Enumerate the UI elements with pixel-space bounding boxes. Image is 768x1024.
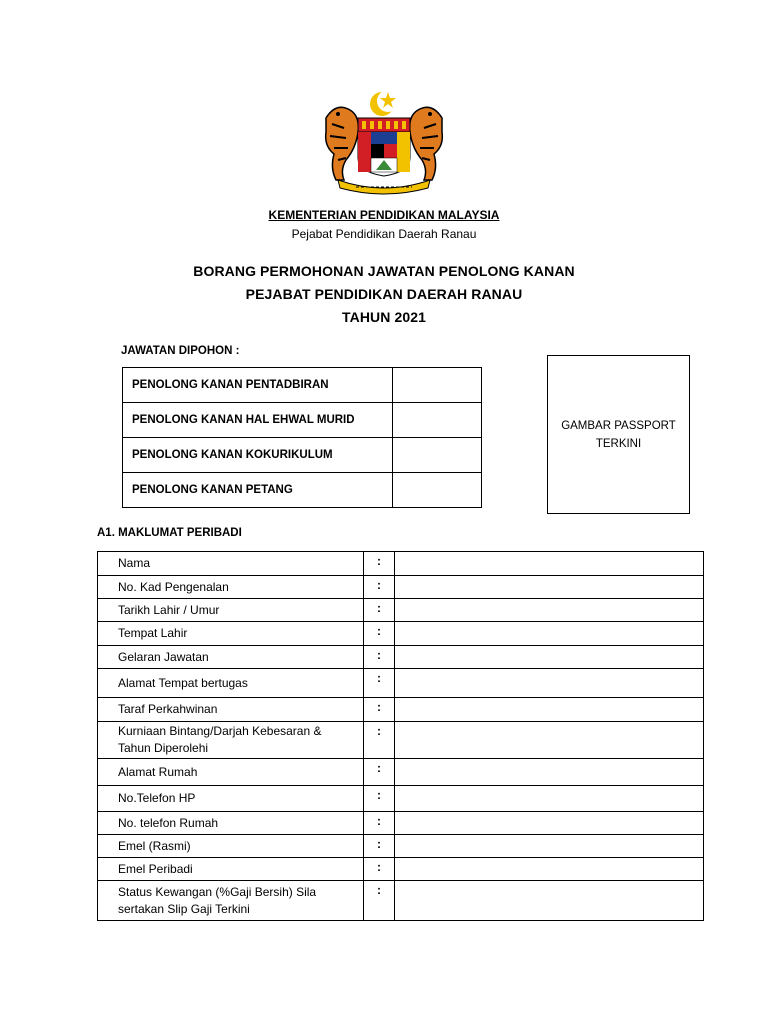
field-value[interactable]: [395, 835, 704, 858]
field-label: Emel (Rasmi): [98, 835, 364, 858]
position-checkbox[interactable]: [393, 438, 482, 473]
field-label: No.Telefon HP: [98, 786, 364, 812]
position-row: [123, 403, 482, 438]
field-separator: :: [364, 786, 395, 812]
field-value[interactable]: [395, 786, 704, 812]
field-separator: :: [364, 812, 395, 835]
field-value[interactable]: [395, 698, 704, 722]
field-separator: :: [364, 722, 395, 759]
position-label: PENOLONG KANAN KOKURIKULUM: [123, 438, 393, 473]
table-row: [98, 576, 704, 599]
table-row: [98, 646, 704, 669]
field-value[interactable]: [395, 812, 704, 835]
field-separator: :: [364, 576, 395, 599]
field-label: Emel Peribadi: [98, 858, 364, 881]
table-row: [98, 599, 704, 622]
photo-box-line-2: TERKINI: [595, 437, 642, 450]
table-row: [98, 759, 704, 786]
position-label: PENOLONG KANAN HAL EHWAL MURID: [123, 403, 393, 438]
coat-of-arms-icon: [316, 88, 452, 198]
field-value[interactable]: [395, 881, 704, 921]
position-label: PENOLONG KANAN PETANG: [123, 473, 393, 508]
field-label: Alamat Rumah: [98, 759, 364, 786]
field-label: Alamat Tempat bertugas: [98, 669, 364, 698]
field-value[interactable]: [395, 599, 704, 622]
field-value[interactable]: [395, 669, 704, 698]
field-label: Tempat Lahir: [98, 622, 364, 646]
field-separator: :: [364, 599, 395, 622]
position-checkbox[interactable]: [393, 403, 482, 438]
field-label: No. telefon Rumah: [98, 812, 364, 835]
table-row: [98, 722, 704, 759]
position-row: [123, 438, 482, 473]
table-row: [98, 835, 704, 858]
table-row: [98, 552, 704, 576]
field-label: Taraf Perkahwinan: [98, 698, 364, 722]
field-value[interactable]: [395, 722, 704, 759]
table-row: [98, 622, 704, 646]
field-separator: :: [364, 552, 395, 576]
positions-table: [122, 367, 482, 508]
passport-photo-box[interactable]: [547, 355, 690, 514]
form-title-line-1: BORANG PERMOHONAN JAWATAN PENOLONG KANAN: [193, 263, 575, 279]
field-value[interactable]: [395, 646, 704, 669]
field-separator: :: [364, 622, 395, 646]
position-checkbox[interactable]: [393, 368, 482, 403]
field-separator: :: [364, 835, 395, 858]
field-value[interactable]: [395, 622, 704, 646]
field-label: No. Kad Pengenalan: [98, 576, 364, 599]
personal-info-table: [97, 551, 704, 921]
table-row: [98, 858, 704, 881]
field-separator: :: [364, 669, 395, 698]
position-row: [123, 368, 482, 403]
field-separator: :: [364, 646, 395, 669]
field-separator: :: [364, 858, 395, 881]
field-label: Tarikh Lahir / Umur: [98, 599, 364, 622]
form-title-line-3: TAHUN 2021: [342, 309, 426, 325]
ministry-name: KEMENTERIAN PENDIDIKAN MALAYSIA: [268, 208, 500, 222]
field-label: Gelaran Jawatan: [98, 646, 364, 669]
position-row: [123, 473, 482, 508]
table-row: [98, 786, 704, 812]
position-checkbox[interactable]: [393, 473, 482, 508]
office-name: Pejabat Pendidikan Daerah Ranau: [291, 227, 477, 241]
position-label: PENOLONG KANAN PENTADBIRAN: [123, 368, 393, 403]
field-label: Status Kewangan (%Gaji Bersih) Sila sertakan Slip Gaji Terkini: [98, 881, 364, 921]
form-title-line-2: PEJABAT PENDIDIKAN DAERAH RANAU: [245, 286, 523, 302]
field-value[interactable]: [395, 552, 704, 576]
table-row: [98, 812, 704, 835]
photo-box-line-1: GAMBAR PASSPORT: [561, 419, 676, 432]
field-separator: :: [364, 759, 395, 786]
field-value[interactable]: [395, 858, 704, 881]
field-label: Nama: [98, 552, 364, 576]
table-row: [98, 698, 704, 722]
table-row: [98, 669, 704, 698]
field-separator: :: [364, 698, 395, 722]
section-a1-title: A1. MAKLUMAT PERIBADI: [97, 527, 242, 539]
table-row: [98, 881, 704, 921]
field-separator: :: [364, 881, 395, 921]
positions-label: JAWATAN DIPOHON :: [121, 345, 240, 357]
field-value[interactable]: [395, 759, 704, 786]
field-label: Kurniaan Bintang/Darjah Kebesaran & Tahun Diperolehi: [98, 722, 364, 759]
field-value[interactable]: [395, 576, 704, 599]
